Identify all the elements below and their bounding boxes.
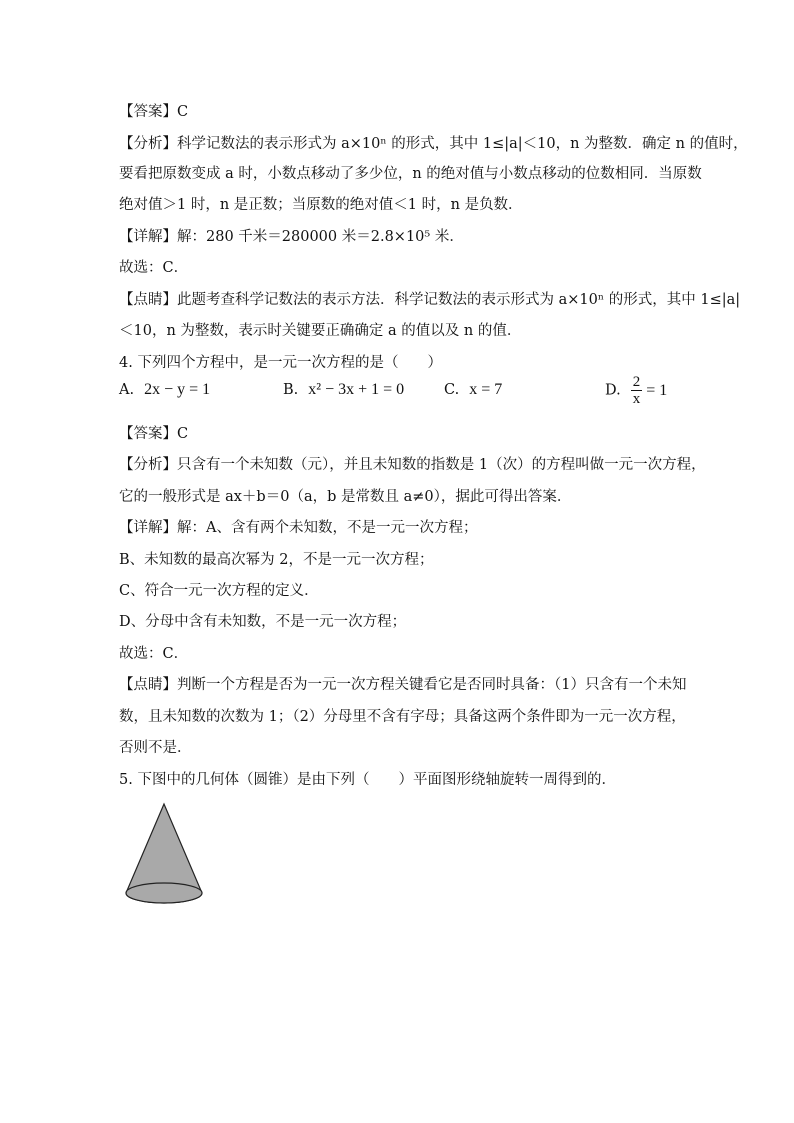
q4-detail-line-2: B、未知数的最高次幂为 2，不是一元一次方程；	[119, 552, 434, 568]
option-a-label: A.	[119, 382, 135, 398]
q3-note-line-1: 【点睛】此题考查科学记数法的表示方法．科学记数法的表示形式为 a×10ⁿ 的形式，其中 1≤|a|	[119, 292, 741, 308]
q3-choice: 故选：C．	[119, 260, 189, 276]
q5-stem: 5. 下图中的几何体（圆锥）是由下列（ ）平面图形绕轴旋转一周得到的．	[119, 772, 616, 788]
q4-detail-line-3: C、符合一元一次方程的定义．	[119, 583, 319, 599]
option-b	[283, 380, 404, 400]
option-d-rhs: = 1	[646, 381, 668, 399]
q4-stem: 4. 下列四个方程中，是一元一次方程的是（ ）	[119, 355, 442, 371]
cone-base	[126, 883, 202, 903]
q3-detail: 【详解】解：280 千米＝280000 米＝2.8×10⁵ 米．	[119, 229, 464, 245]
q4-choice: 故选：C．	[119, 646, 189, 662]
option-c-expr: x = 7	[469, 381, 503, 398]
q4-detail-line-4: D、分母中含有未知数，不是一元一次方程；	[119, 614, 407, 630]
option-c	[444, 380, 502, 400]
q4-note-line-3: 否则不是．	[119, 740, 192, 756]
q3-analysis-line-2: 要看把原数变成 a 时，小数点移动了多少位，n 的绝对值与小数点移动的位数相同．当原数	[119, 166, 702, 182]
option-b-label: B.	[283, 382, 299, 398]
option-a	[119, 380, 210, 400]
q4-detail-line-1: 【详解】解：A、含有两个未知数，不是一元一次方程；	[119, 520, 478, 536]
option-b-expr: x² − 3x + 1 = 0	[308, 381, 405, 398]
q3-analysis-line-1: 【分析】科学记数法的表示形式为 a×10ⁿ 的形式，其中 1≤|a|＜10，n 为整数．确定 n 的值时，	[119, 136, 748, 152]
q3-analysis-line-3: 绝对值＞1 时，n 是正数；当原数的绝对值＜1 时，n 是负数．	[119, 197, 523, 213]
q3-note-line-2: ＜10，n 为整数，表示时关键要正确确定 a 的值以及 n 的值．	[119, 323, 522, 339]
q4-analysis-line-1: 【分析】只含有一个未知数（元），并且未知数的指数是 1（次）的方程叫做一元一次方程，	[119, 457, 706, 473]
q3-answer: 【答案】C	[119, 104, 189, 120]
option-d-denominator: x	[632, 391, 641, 407]
option-c-label: C.	[444, 382, 460, 398]
q4-note-line-2: 数，且未知数的次数为 1；（2）分母里不含有字母；具备这两个条件即为一元一次方程，	[119, 709, 686, 725]
option-d-label: D.	[605, 382, 621, 399]
q4-note-line-1: 【点睛】判断一个方程是否为一元一次方程关键看它是否同时具备：（1）只含有一个未知	[119, 677, 687, 693]
q4-answer: 【答案】C	[119, 426, 189, 442]
option-d	[605, 374, 667, 407]
option-d-numerator: 2	[632, 374, 641, 390]
option-d-fraction	[631, 374, 643, 407]
q4-analysis-line-2: 它的一般形式是 ax＋b＝0（a，b 是常数且 a≠0），据此可得出答案．	[119, 489, 572, 505]
cone-figure	[118, 800, 210, 906]
option-a-expr: 2x − y = 1	[144, 381, 211, 398]
